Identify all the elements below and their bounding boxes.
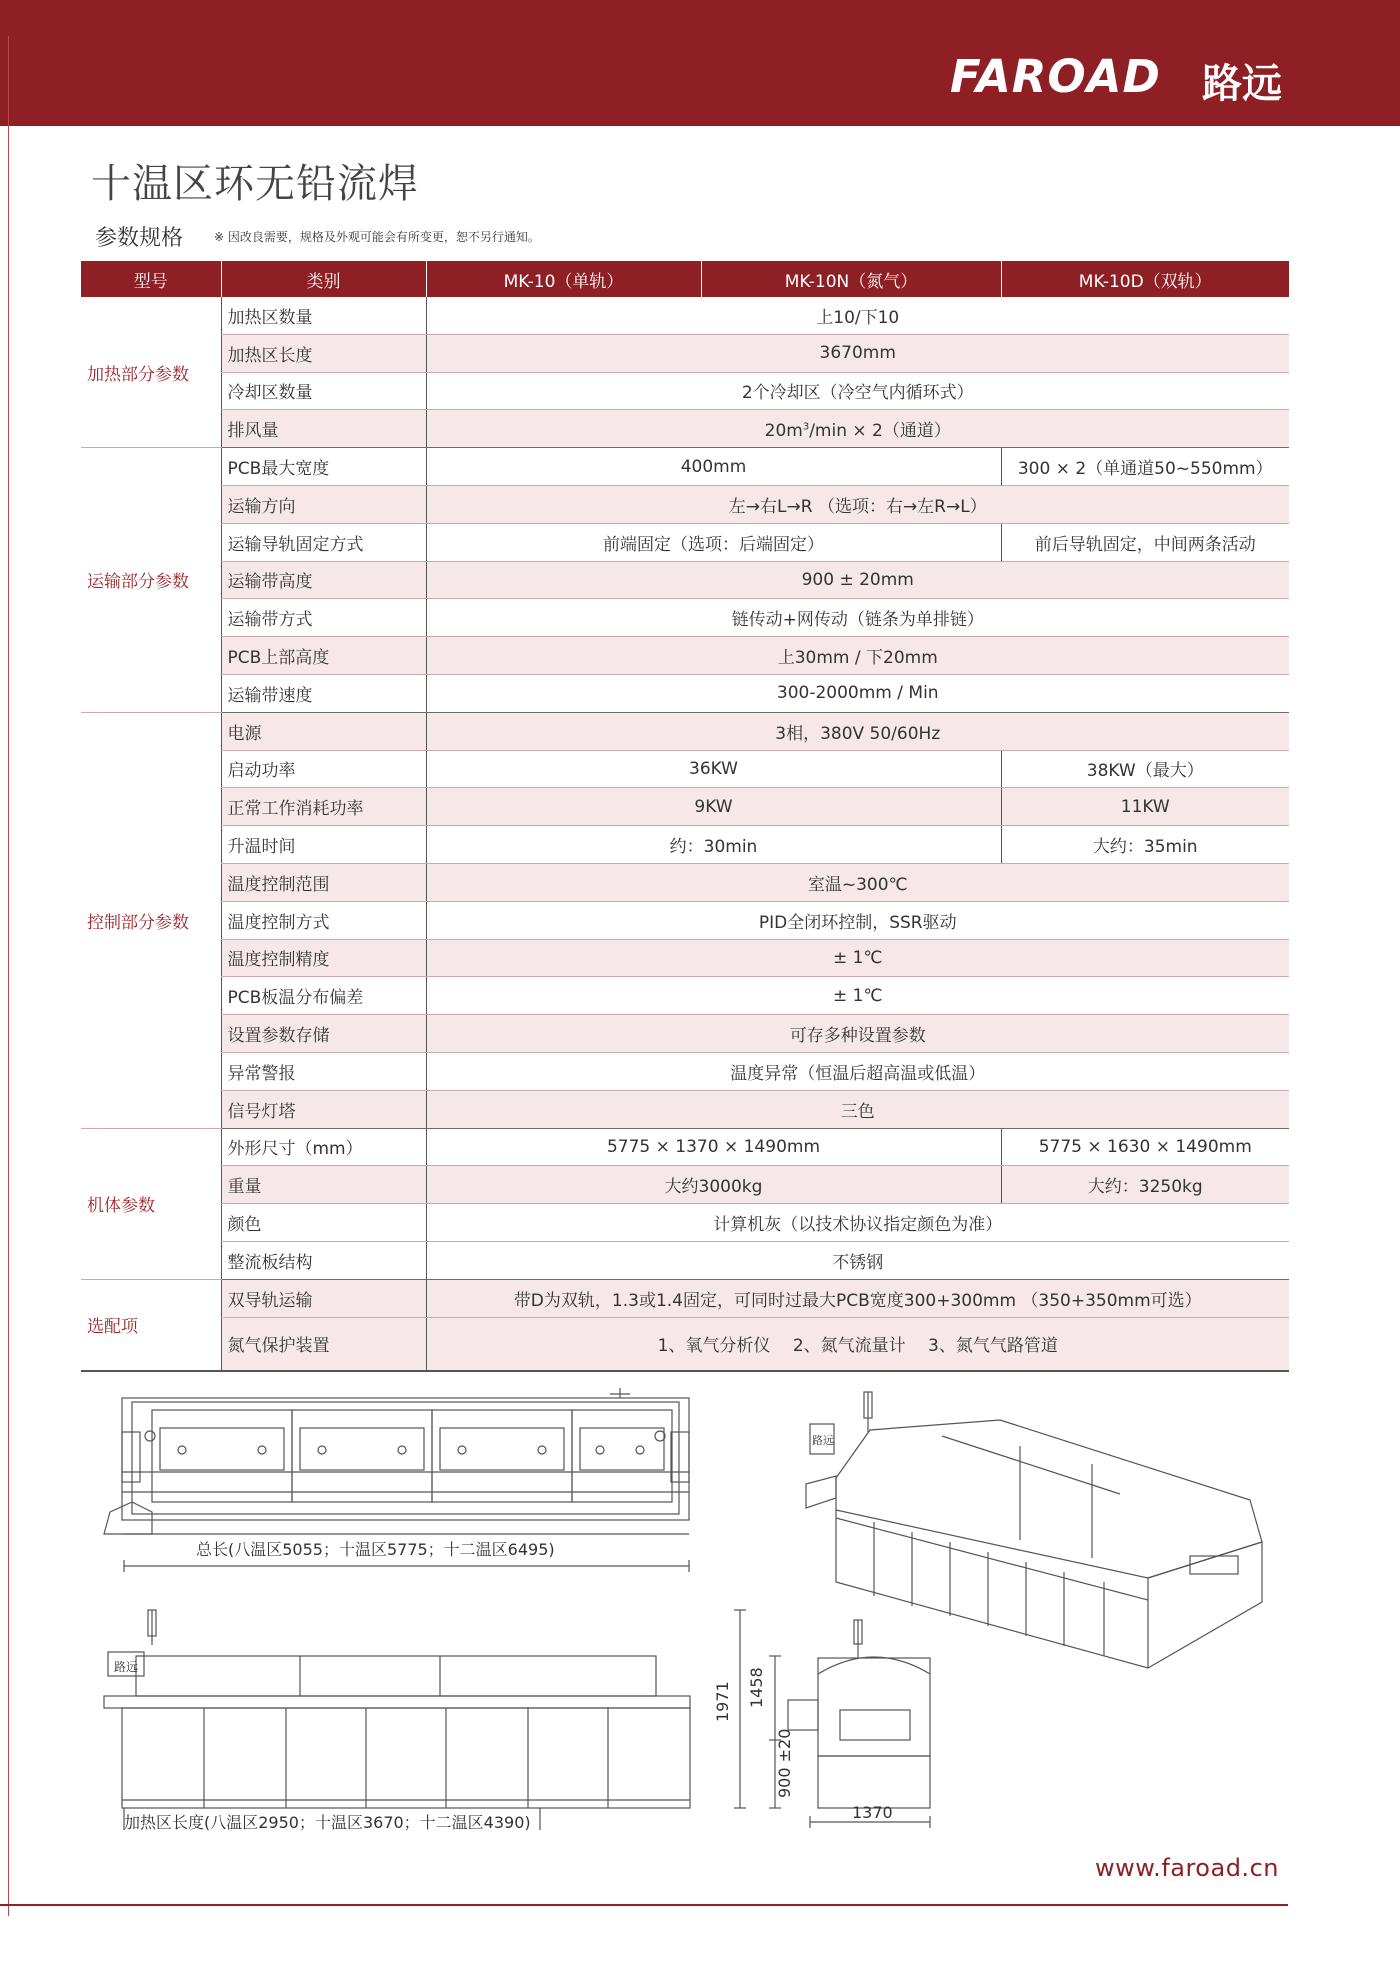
group-heating: 加热部分参数 [81,297,221,448]
header-mk10n: MK-10N（氮气） [701,261,1001,297]
row-label: 信号灯塔 [221,1090,426,1128]
row-label: 外形尺寸（mm） [221,1128,426,1166]
row-label: 整流板结构 [221,1241,426,1279]
table-row [81,863,1289,901]
row-label: 启动功率 [221,750,426,788]
row-label: 异常警报 [221,1052,426,1090]
end-view-drawing [734,1610,930,1828]
row-value: 大约3000kg [426,1166,1001,1204]
row-value: 上10/下10 [426,297,1289,334]
spec-table [81,261,1289,1372]
row-label: 运输导轨固定方式 [221,523,426,561]
row-value-alt: 大约：35min [1001,826,1289,864]
iso-screen-label: 路远 [812,1434,834,1447]
row-label: 加热区数量 [221,297,426,334]
table-row [81,372,1289,410]
table-row [81,599,1289,637]
table-row [81,826,1289,864]
row-value: 400mm [426,448,1001,486]
row-label: 加热区长度 [221,334,426,372]
row-value: 带D为双轨，1.3或1.4固定，可同时过最大PCB宽度300+300mm （350+350mm可选） [426,1279,1289,1317]
row-label: 运输带速度 [221,674,426,712]
row-label: 运输带高度 [221,561,426,599]
table-row [81,1015,1289,1053]
row-value: 9KW [426,788,1001,826]
table-row [81,1204,1289,1242]
row-label: 冷却区数量 [221,372,426,410]
row-value: 不锈钢 [426,1241,1289,1279]
table-row [81,788,1289,826]
group-conveyor: 运输部分参数 [81,448,221,713]
table-row [81,1241,1289,1279]
table-row [81,410,1289,448]
logo-cjk-text: 路远 [1202,61,1282,107]
header-model: 型号 [81,261,221,297]
side-view-caption: 加热区长度(八温区2950；十温区3670；十二温区4390) [124,1813,531,1832]
side-view-drawing [104,1610,690,1830]
row-label: PCB最大宽度 [221,448,426,486]
table-row [81,939,1289,977]
row-value-alt: 11KW [1001,788,1289,826]
row-label: 温度控制范围 [221,863,426,901]
group-machine: 机体参数 [81,1128,221,1279]
row-value: 2个冷却区（冷空气内循环式） [426,372,1289,410]
top-view-caption: 总长(八温区5055；十温区5775；十二温区6495) [196,1540,555,1559]
header-mk10: MK-10（单轨） [426,261,701,297]
header-banner [0,0,1400,126]
row-value: 室温~300℃ [426,863,1289,901]
page-title: 十温区环无铅流焊 [91,161,419,207]
table-row [81,485,1289,523]
exhaust-value-suffix: /min × 2（通道） [809,421,951,442]
row-label: 氮气保护装置 [221,1317,426,1371]
exhaust-value-prefix: 20m [764,421,803,442]
website-url: www.faroad.cn [1095,1854,1279,1882]
dim-width: 1370 [852,1803,893,1822]
row-value: 左→右L→R （选项：右→左R→L） [426,485,1289,523]
row-value: 900 ± 20mm [426,561,1289,599]
disclaimer-note: ※ 因改良需要，规格及外观可能会有所变更，恕不另行通知。 [214,230,540,244]
row-value: 36KW [426,750,1001,788]
row-label: 温度控制方式 [221,901,426,939]
table-row [81,674,1289,712]
row-value: 1、氧气分析仪 2、氮气流量计 3、氮气气路管道 [426,1317,1289,1371]
row-value-alt: 大约：3250kg [1001,1166,1289,1204]
machine-drawings [0,1360,1400,1840]
row-value-alt: 5775 × 1630 × 1490mm [1001,1128,1289,1166]
table-row [81,1090,1289,1128]
header-mk10d: MK-10D（双轨） [1001,261,1289,297]
table-row [81,1128,1289,1166]
table-row [81,1166,1289,1204]
row-label: 升温时间 [221,826,426,864]
table-row [81,637,1289,675]
row-value: 300-2000mm / Min [426,674,1289,712]
table-row [81,297,1289,334]
table-row [81,977,1289,1015]
row-value: 前端固定（选项：后端固定） [426,523,1001,561]
row-value: ± 1℃ [426,939,1289,977]
dim-conveyor-height: 900 ±20 [775,1728,794,1798]
dim-total-height: 1971 [713,1681,732,1722]
row-value: 约：30min [426,826,1001,864]
row-value [426,410,1289,448]
row-value: 链传动+网传动（链条为单排链） [426,599,1289,637]
row-label: 正常工作消耗功率 [221,788,426,826]
group-options: 选配项 [81,1279,221,1370]
table-row [81,901,1289,939]
row-value: 计算机灰（以技术协议指定颜色为准） [426,1204,1289,1242]
row-value-alt: 300 × 2（单通道50~550mm） [1001,448,1289,486]
footer-rule [0,1904,1288,1906]
section-subtitle: 参数规格 [95,226,184,251]
row-value: 上30mm / 下20mm [426,637,1289,675]
row-label: 排风量 [221,410,426,448]
table-row [81,448,1289,486]
header-category: 类别 [221,261,426,297]
table-row [81,334,1289,372]
isometric-machine-drawing [806,1392,1262,1668]
row-value: 3相，380V 50/60Hz [426,712,1289,750]
row-label: 颜色 [221,1204,426,1242]
row-value: 5775 × 1370 × 1490mm [426,1128,1001,1166]
row-label: 电源 [221,712,426,750]
row-label: 运输带方式 [221,599,426,637]
dim-height: 1458 [747,1667,766,1708]
table-header-row [81,261,1289,297]
row-label: 设置参数存储 [221,1015,426,1053]
row-value-alt: 前后导轨固定，中间两条活动 [1001,523,1289,561]
row-value: 温度异常（恒温后超高温或低温） [426,1052,1289,1090]
logo-latin-text: FAROAD [950,50,1161,103]
row-value: 可存多种设置参数 [426,1015,1289,1053]
row-label: 双导轨运输 [221,1279,426,1317]
row-label: PCB上部高度 [221,637,426,675]
table-row [81,1279,1289,1317]
row-value: PID全闭环控制，SSR驱动 [426,901,1289,939]
table-row [81,712,1289,750]
group-control: 控制部分参数 [81,712,221,1128]
table-row [81,1052,1289,1090]
table-row [81,523,1289,561]
row-label: 重量 [221,1166,426,1204]
row-label: PCB板温分布偏差 [221,977,426,1015]
row-label: 温度控制精度 [221,939,426,977]
exhaust-value-superscript: 3 [802,421,810,433]
row-value: ± 1℃ [426,977,1289,1015]
row-value-alt: 38KW（最大） [1001,750,1289,788]
row-label: 运输方向 [221,485,426,523]
side-view-screen-label: 路远 [114,1660,139,1674]
row-value: 3670mm [426,334,1289,372]
row-value: 三色 [426,1090,1289,1128]
table-row [81,561,1289,599]
table-row [81,750,1289,788]
